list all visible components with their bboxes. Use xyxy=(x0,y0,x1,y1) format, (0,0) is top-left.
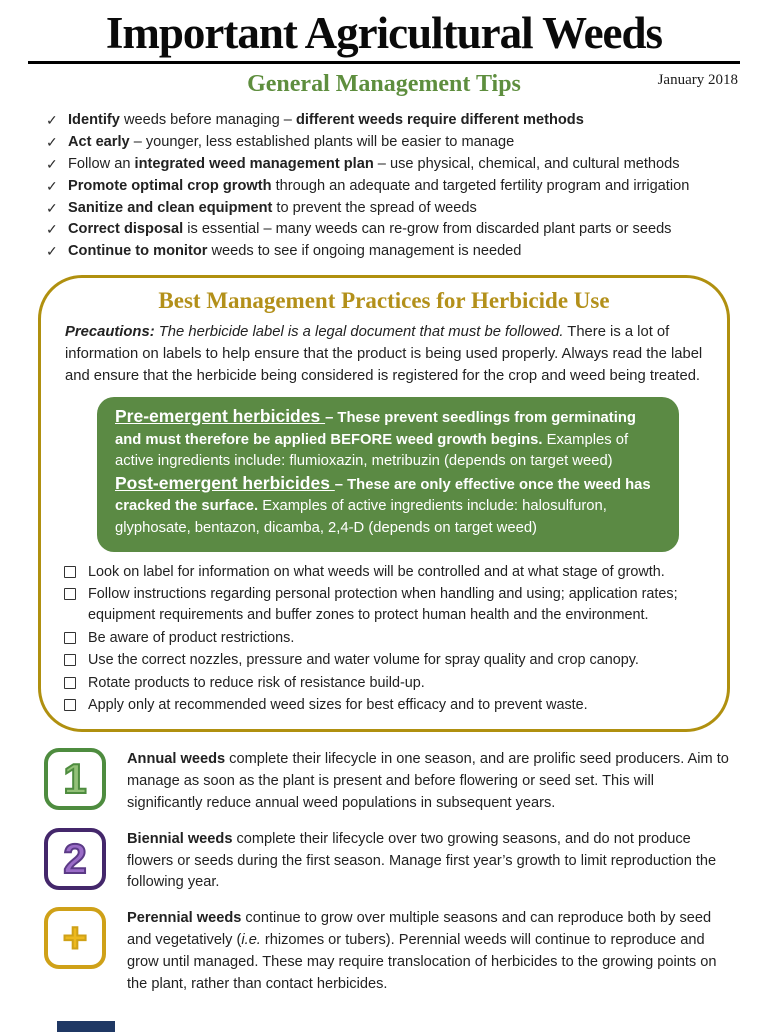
tip-item xyxy=(46,176,744,198)
plus-icon: + xyxy=(62,914,88,962)
checklist-text: Rotate products to reduce risk of resistance build-up. xyxy=(88,674,425,691)
tip-item xyxy=(46,154,744,176)
checklist-item xyxy=(63,695,705,716)
checklist-item xyxy=(63,673,705,694)
title-underline xyxy=(28,61,740,64)
tip-item xyxy=(46,110,744,132)
number-two-icon: 2 xyxy=(63,834,87,882)
herbicide-checklist xyxy=(63,562,705,717)
subheader-row xyxy=(28,66,740,102)
annual-weeds-description: Annual weeds complete their lifecycle in one season, and are prolific seed producers. Aim to manage as soon as the plant is present and before flowering or seed set. This will significantly reduce annual weed populations in subsequent years. xyxy=(127,751,729,811)
bmp-heading: Best Management Practices for Herbicide Use xyxy=(158,287,610,313)
perennial-weeds-description: Perennial weeds continue to grow over multiple seasons and can reproduce both by seed and vegetatively (i.e. rhizomes or tubers). Perennial weeds will continue to reproduce and grow until managed. These may require translocation of herbicides to the growing points on the plant, rather than contact herbicides. xyxy=(127,910,717,992)
checkmark-icon: ✓ xyxy=(46,243,58,260)
weed-badge-perennial xyxy=(44,907,106,969)
weed-row-perennial xyxy=(44,907,730,995)
page-title: Important Agricultural Weeds xyxy=(105,8,663,58)
general-tips-heading: General Management Tips xyxy=(247,71,521,98)
date-label: January 2018 xyxy=(657,72,738,89)
checklist-item xyxy=(63,562,705,583)
checkmark-icon: ✓ xyxy=(46,177,58,194)
checklist-text: Look on label for information on what weeds will be controlled and at what stage of growth. xyxy=(88,563,665,580)
checklist-text: Apply only at recommended weed sizes for best efficacy and to prevent waste. xyxy=(88,696,588,713)
checkmark-icon: ✓ xyxy=(46,155,58,172)
precautions-text: Precautions: The herbicide label is a legal document that must be followed. There is a lot of information on labels to help ensure that the product is being used properly. Always read the label and ensure that the herbicide being considered is registered for the crop and weed being treated. xyxy=(65,323,703,384)
checklist-item xyxy=(63,628,705,649)
weed-types-section xyxy=(44,748,730,995)
weed-badge-biennial xyxy=(44,828,106,890)
checklist-text: Be aware of product restrictions. xyxy=(88,629,295,646)
tip-item xyxy=(46,198,744,220)
checkmark-icon: ✓ xyxy=(46,221,58,238)
checklist-text: Use the correct nozzles, pressure and water volume for spray quality and crop canopy. xyxy=(88,652,639,669)
tip-item xyxy=(46,241,744,263)
table-header-fragment xyxy=(57,1021,115,1032)
tip-text: Identify weeds before managing – different weeds require different methods xyxy=(68,112,584,129)
tip-item xyxy=(46,219,744,241)
checkbox-icon xyxy=(64,632,76,644)
tip-text: Follow an integrated weed management plan – use physical, chemical, and cultural methods xyxy=(68,155,680,172)
checkbox-icon xyxy=(64,654,76,666)
checkmark-icon: ✓ xyxy=(46,112,58,129)
checkbox-icon xyxy=(64,566,76,578)
checklist-item xyxy=(63,650,705,671)
checkmark-icon: ✓ xyxy=(46,199,58,216)
checklist-item xyxy=(63,584,705,627)
tip-item xyxy=(46,132,744,154)
tip-text: Act early – younger, less established plants will be easier to manage xyxy=(68,134,515,151)
herbicide-bmp-box xyxy=(38,275,730,732)
post-emergent-paragraph: Post-emergent herbicides – These are only effective once the weed has cracked the surface. Examples of active ingredients include: halosulfuron, glyphosate, bentazon, dicamba, 2,4-D (depends on target weed) xyxy=(115,472,651,536)
weed-row-annual xyxy=(44,748,730,814)
general-tips-list xyxy=(0,108,768,263)
tip-text: Continue to monitor weeds to see if ongoing management is needed xyxy=(68,243,522,260)
tip-text: Sanitize and clean equipment to prevent the spread of weeds xyxy=(68,199,477,216)
biennial-weeds-description: Biennial weeds complete their lifecycle over two growing seasons, and do not produce flowers or seeds during the first season. Manage first year’s growth to limit reproduction the following year. xyxy=(127,830,717,891)
emergent-herbicides-panel xyxy=(97,397,679,552)
tip-text: Correct disposal is essential – many weeds can re-grow from discarded plant parts or seeds xyxy=(68,221,672,238)
checkbox-icon xyxy=(64,677,76,689)
pre-emergent-paragraph: Pre-emergent herbicides – These prevent seedlings from germinating and must therefore be applied BEFORE weed growth begins. Examples of active ingredients include: flumioxazin, metribuzin (depends on target weed) xyxy=(115,405,636,470)
tip-text: Promote optimal crop growth through an adequate and targeted fertility program and irrigation xyxy=(68,177,690,194)
number-one-icon: 1 xyxy=(63,755,87,803)
weed-row-biennial xyxy=(44,828,730,894)
checklist-text: Follow instructions regarding personal protection when handling and using; application rates; equipment requirements and buffer zones to protect human health and the environment. xyxy=(88,585,678,624)
checkbox-icon xyxy=(64,588,76,600)
checkmark-icon: ✓ xyxy=(46,134,58,151)
checkbox-icon xyxy=(64,699,76,711)
weed-badge-annual xyxy=(44,748,106,810)
